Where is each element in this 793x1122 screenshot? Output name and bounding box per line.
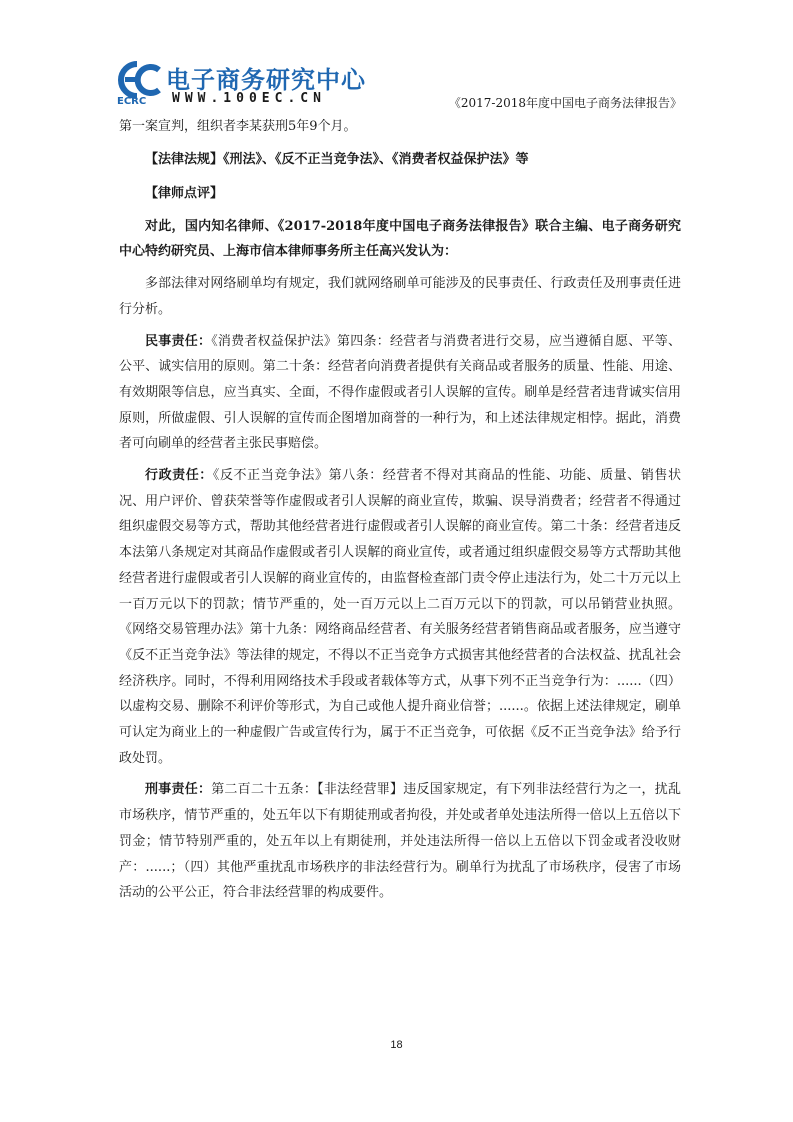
civil-liability-text: 《消费者权益保护法》第四条：经营者与消费者进行交易，应当遵循自愿、平等、公平、诚实信用的原则。第二十条：经营者向消费者提供有关商品或者服务的质量、性能、用途、有效期限等信息，应当真实、全面，不得作虚假或者引人误解的宣传。刷单是经营者违背诚实信用原则，所做虚假、引人误解的宣传而企图增加商誉的一种行为，和上述法律规定相悖。据此，消费者可向刷单的经营者主张民事赔偿。 (119, 333, 681, 452)
criminal-liability-paragraph (119, 777, 681, 906)
laws-heading: 【法律法规】《刑法》、《反不正当竞争法》、《消费者权益保护法》等 (145, 151, 529, 167)
lawyer-paragraph: 对此，国内知名律师、《2017-2018年度中国电子商务法律报告》联合主编、电子商务研究中心特约研究员、上海市信本律师事务所主任高兴发认为： (119, 218, 681, 260)
admin-liability-text: 《反不正当竞争法》第八条：经营者不得对其商品的性能、功能、质量、销售状况、用户评价、曾获荣誉等作虚假或者引人误解的商业宣传，欺骗、误导消费者；经营者不得通过组织虚假交易等方式，帮助其他经营者进行虚假或者引人误解的商业宣传。第二十条：经营者违反本法第八条规定对其商品作虚假或者引人误解的商业宣传，或者通过组织虚假交易等方式帮助其他经营者进行虚假或者引人误解的商业宣传的，由监督检查部门责令停止违法行为，处二十万元以上一百万元以下的罚款；情节严重的，处一百万元以上二百万元以下的罚款，可以吊销营业执照。《网络交易管理办法》第十九条：网络商品经营者、有关服务经营者销售商品或者服务，应当遵守《反不正当竞争法》等法律的规定，不得以不正当竞争方式损害其他经营者的合法权益、扰乱社会经济秩序。同时，不得利用网络技术手段或者载体等方式，从事下列不正当竞争行为：......（四）以虚构交易、删除不利评价等形式，为自己或他人提升商业信誉；......。依据上述法律规定，刷单可认定为商业上的一种虚假广告或宣传行为，属于不正当竞争，可依据《反不正当竞争法》给予行政处罚。 (119, 468, 681, 766)
page-body (119, 114, 681, 906)
admin-liability-lead: 行政责任： (145, 468, 213, 484)
admin-liability-paragraph (119, 463, 681, 771)
page-number: 18 (390, 1039, 403, 1051)
review-heading: 【律师点评】 (145, 185, 224, 201)
criminal-liability-text: 第二百二十五条：【非法经营罪】违反国家规定，有下列非法经营行为之一，扰乱市场秩序，情节严重的，处五年以下有期徒刑或者拘役，并处或者单处违法所得一倍以上五倍以下罚金；情节特别严重的，处五年以上有期徒刑，并处违法所得一倍以上五倍以下罚金或者没收财产：......；（四）其他严重扰乱市场秩序的非法经营行为。刷单行为扰乱了市场秩序，侵害了市场活动的公平公正，符合非法经营罪的构成要件。 (119, 782, 681, 901)
ecrc-logo-icon (117, 60, 163, 100)
running-title: 《2017-2018年度中国电子商务法律报告》 (448, 96, 682, 110)
civil-liability-paragraph (119, 329, 681, 458)
logo-abbr: ECRC (117, 96, 147, 107)
intro-paragraph: 第一案宣判，组织者李某获刑5年9个月。 (119, 119, 357, 134)
page-header (0, 0, 793, 110)
overview-paragraph: 多部法律对网络刷单均有规定，我们就网络刷单可能涉及的民事责任、行政责任及刑事责任进行分析。 (119, 276, 681, 317)
civil-liability-lead: 民事责任： (145, 333, 212, 349)
logo-url: WWW.100EC.CN (172, 91, 326, 106)
criminal-liability-lead: 刑事责任： (145, 782, 212, 798)
logo-title: 电子商务研究中心 (166, 66, 366, 94)
